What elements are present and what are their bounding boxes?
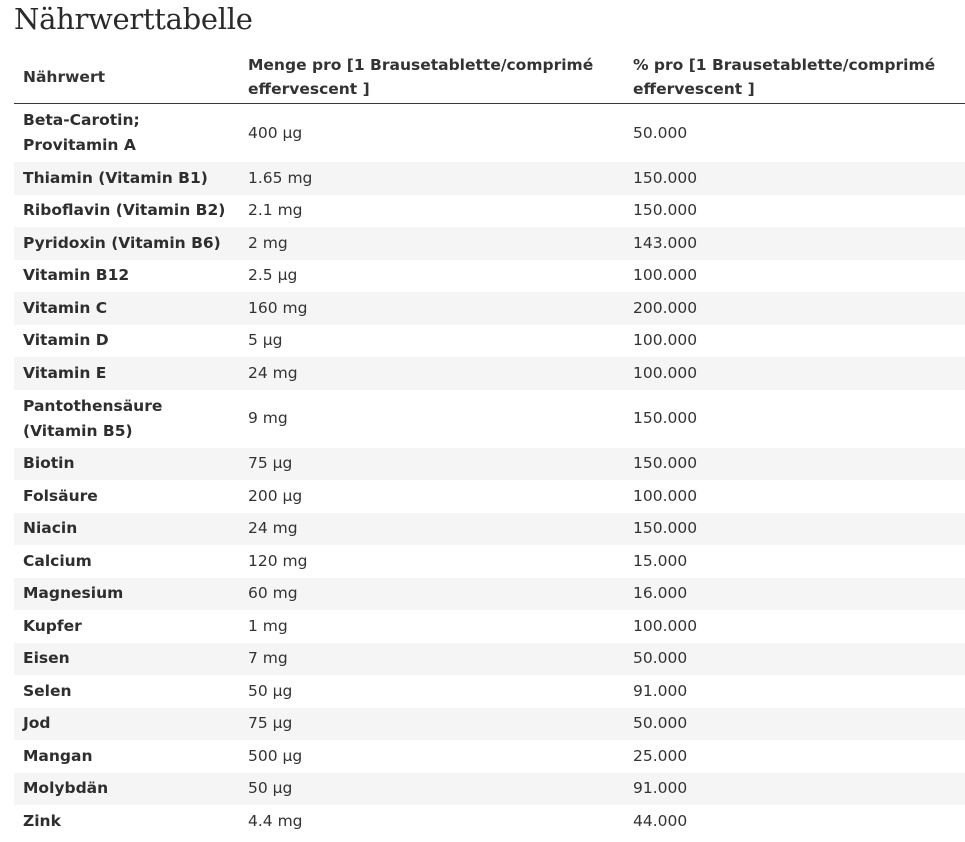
table-row xyxy=(14,545,965,578)
nutrient-percent: 44.000 xyxy=(633,811,688,830)
nutrient-percent: 100.000 xyxy=(633,616,698,635)
table-row xyxy=(14,805,965,838)
nutrient-name: Pantothensäure (Vitamin B5) xyxy=(23,396,163,440)
nutrient-amount: 5 µg xyxy=(248,331,283,350)
table-row xyxy=(14,357,965,390)
nutrient-name: Eisen xyxy=(14,643,239,676)
nutrient-amount: 60 mg xyxy=(239,578,624,611)
nutrient-amount: 2.5 µg xyxy=(248,266,298,285)
table-row xyxy=(14,708,965,741)
nutrient-percent: 91.000 xyxy=(633,681,688,700)
table-row xyxy=(14,578,965,611)
nutrient-percent: 100.000 xyxy=(633,266,698,285)
nutrient-name: Vitamin D xyxy=(23,331,109,350)
nutrient-percent: 150.000 xyxy=(624,162,965,195)
nutrient-name: Thiamin (Vitamin B1) xyxy=(14,162,239,195)
nutrient-amount: 75 µg xyxy=(239,448,624,481)
nutrient-amount: 2 mg xyxy=(239,227,624,260)
nutrient-amount: 50 µg xyxy=(239,773,624,806)
nutrient-name: Magnesium xyxy=(14,578,239,611)
table-row xyxy=(14,513,965,546)
nutrient-amount: 200 µg xyxy=(248,486,303,505)
nutrient-percent: 150.000 xyxy=(624,513,965,546)
nutrient-amount: 24 mg xyxy=(239,357,624,390)
nutrient-percent: 50.000 xyxy=(624,708,965,741)
header-amount: Menge pro [1 Brausetablette/comprimé effervescent ] xyxy=(239,50,624,104)
nutrient-amount: 400 µg xyxy=(248,123,303,142)
table-row xyxy=(14,104,965,163)
table-row xyxy=(14,162,965,195)
nutrient-amount: 24 mg xyxy=(239,513,624,546)
nutrient-amount: 9 mg xyxy=(248,409,288,427)
table-row xyxy=(14,292,965,325)
nutrient-name: Biotin xyxy=(14,448,239,481)
nutrient-name: Jod xyxy=(14,708,239,741)
nutrient-amount: 1.65 mg xyxy=(239,162,624,195)
nutrition-table xyxy=(14,50,965,838)
table-row xyxy=(14,260,965,293)
nutrient-amount: 2.1 mg xyxy=(248,201,303,220)
nutrient-amount: 7 mg xyxy=(239,643,624,676)
nutrient-percent: 50.000 xyxy=(624,643,965,676)
header-percent: % pro [1 Brausetablette/comprimé effervescent ] xyxy=(624,50,965,104)
nutrient-name: Riboflavin (Vitamin B2) xyxy=(23,201,226,220)
nutrient-name: Selen xyxy=(23,681,72,700)
table-row xyxy=(14,325,965,358)
nutrient-percent: 25.000 xyxy=(633,746,688,765)
nutrient-name: Niacin xyxy=(14,513,239,546)
nutrient-name: Zink xyxy=(23,811,61,830)
page-title: Nährwerttabelle xyxy=(14,2,253,36)
nutrient-percent: 150.000 xyxy=(633,201,698,220)
table-row xyxy=(14,610,965,643)
table-row xyxy=(14,227,965,260)
nutrient-percent: 100.000 xyxy=(633,331,698,350)
nutrient-amount: 75 µg xyxy=(239,708,624,741)
nutrient-amount: 50 µg xyxy=(248,681,293,700)
table-row xyxy=(14,773,965,806)
nutrient-percent: 150.000 xyxy=(633,409,698,427)
nutrient-name: Molybdän xyxy=(14,773,239,806)
nutrient-name: Folsäure xyxy=(23,486,98,505)
nutrient-name: Vitamin E xyxy=(14,357,239,390)
nutrient-amount: 160 mg xyxy=(239,292,624,325)
nutrient-name: Vitamin B12 xyxy=(23,266,130,285)
table-row xyxy=(14,480,965,513)
nutrient-percent: 200.000 xyxy=(624,292,965,325)
nutrient-name: Pyridoxin (Vitamin B6) xyxy=(14,227,239,260)
nutrient-amount: 1 mg xyxy=(248,616,288,635)
nutrient-percent: 150.000 xyxy=(624,448,965,481)
header-nutrient: Nährwert xyxy=(14,50,239,104)
nutrient-percent: 91.000 xyxy=(624,773,965,806)
nutrient-name: Vitamin C xyxy=(14,292,239,325)
table-row xyxy=(14,390,965,448)
nutrient-amount: 500 µg xyxy=(248,746,303,765)
table-row xyxy=(14,675,965,708)
nutrient-percent: 143.000 xyxy=(624,227,965,260)
nutrient-percent: 15.000 xyxy=(633,551,688,570)
nutrient-name: Beta-Carotin; Provitamin A xyxy=(23,111,140,154)
nutrient-percent: 100.000 xyxy=(633,486,698,505)
table-header-row xyxy=(14,50,965,104)
table-row xyxy=(14,643,965,676)
nutrient-percent: 50.000 xyxy=(633,123,688,142)
nutrient-name: Mangan xyxy=(23,746,93,765)
table-row xyxy=(14,195,965,228)
nutrient-name: Kupfer xyxy=(23,616,82,635)
table-row xyxy=(14,740,965,773)
nutrient-percent: 16.000 xyxy=(624,578,965,611)
nutrient-amount: 120 mg xyxy=(248,551,308,570)
nutrient-percent: 100.000 xyxy=(624,357,965,390)
table-row xyxy=(14,448,965,481)
nutrient-name: Calcium xyxy=(23,551,92,570)
nutrient-amount: 4.4 mg xyxy=(248,811,303,830)
